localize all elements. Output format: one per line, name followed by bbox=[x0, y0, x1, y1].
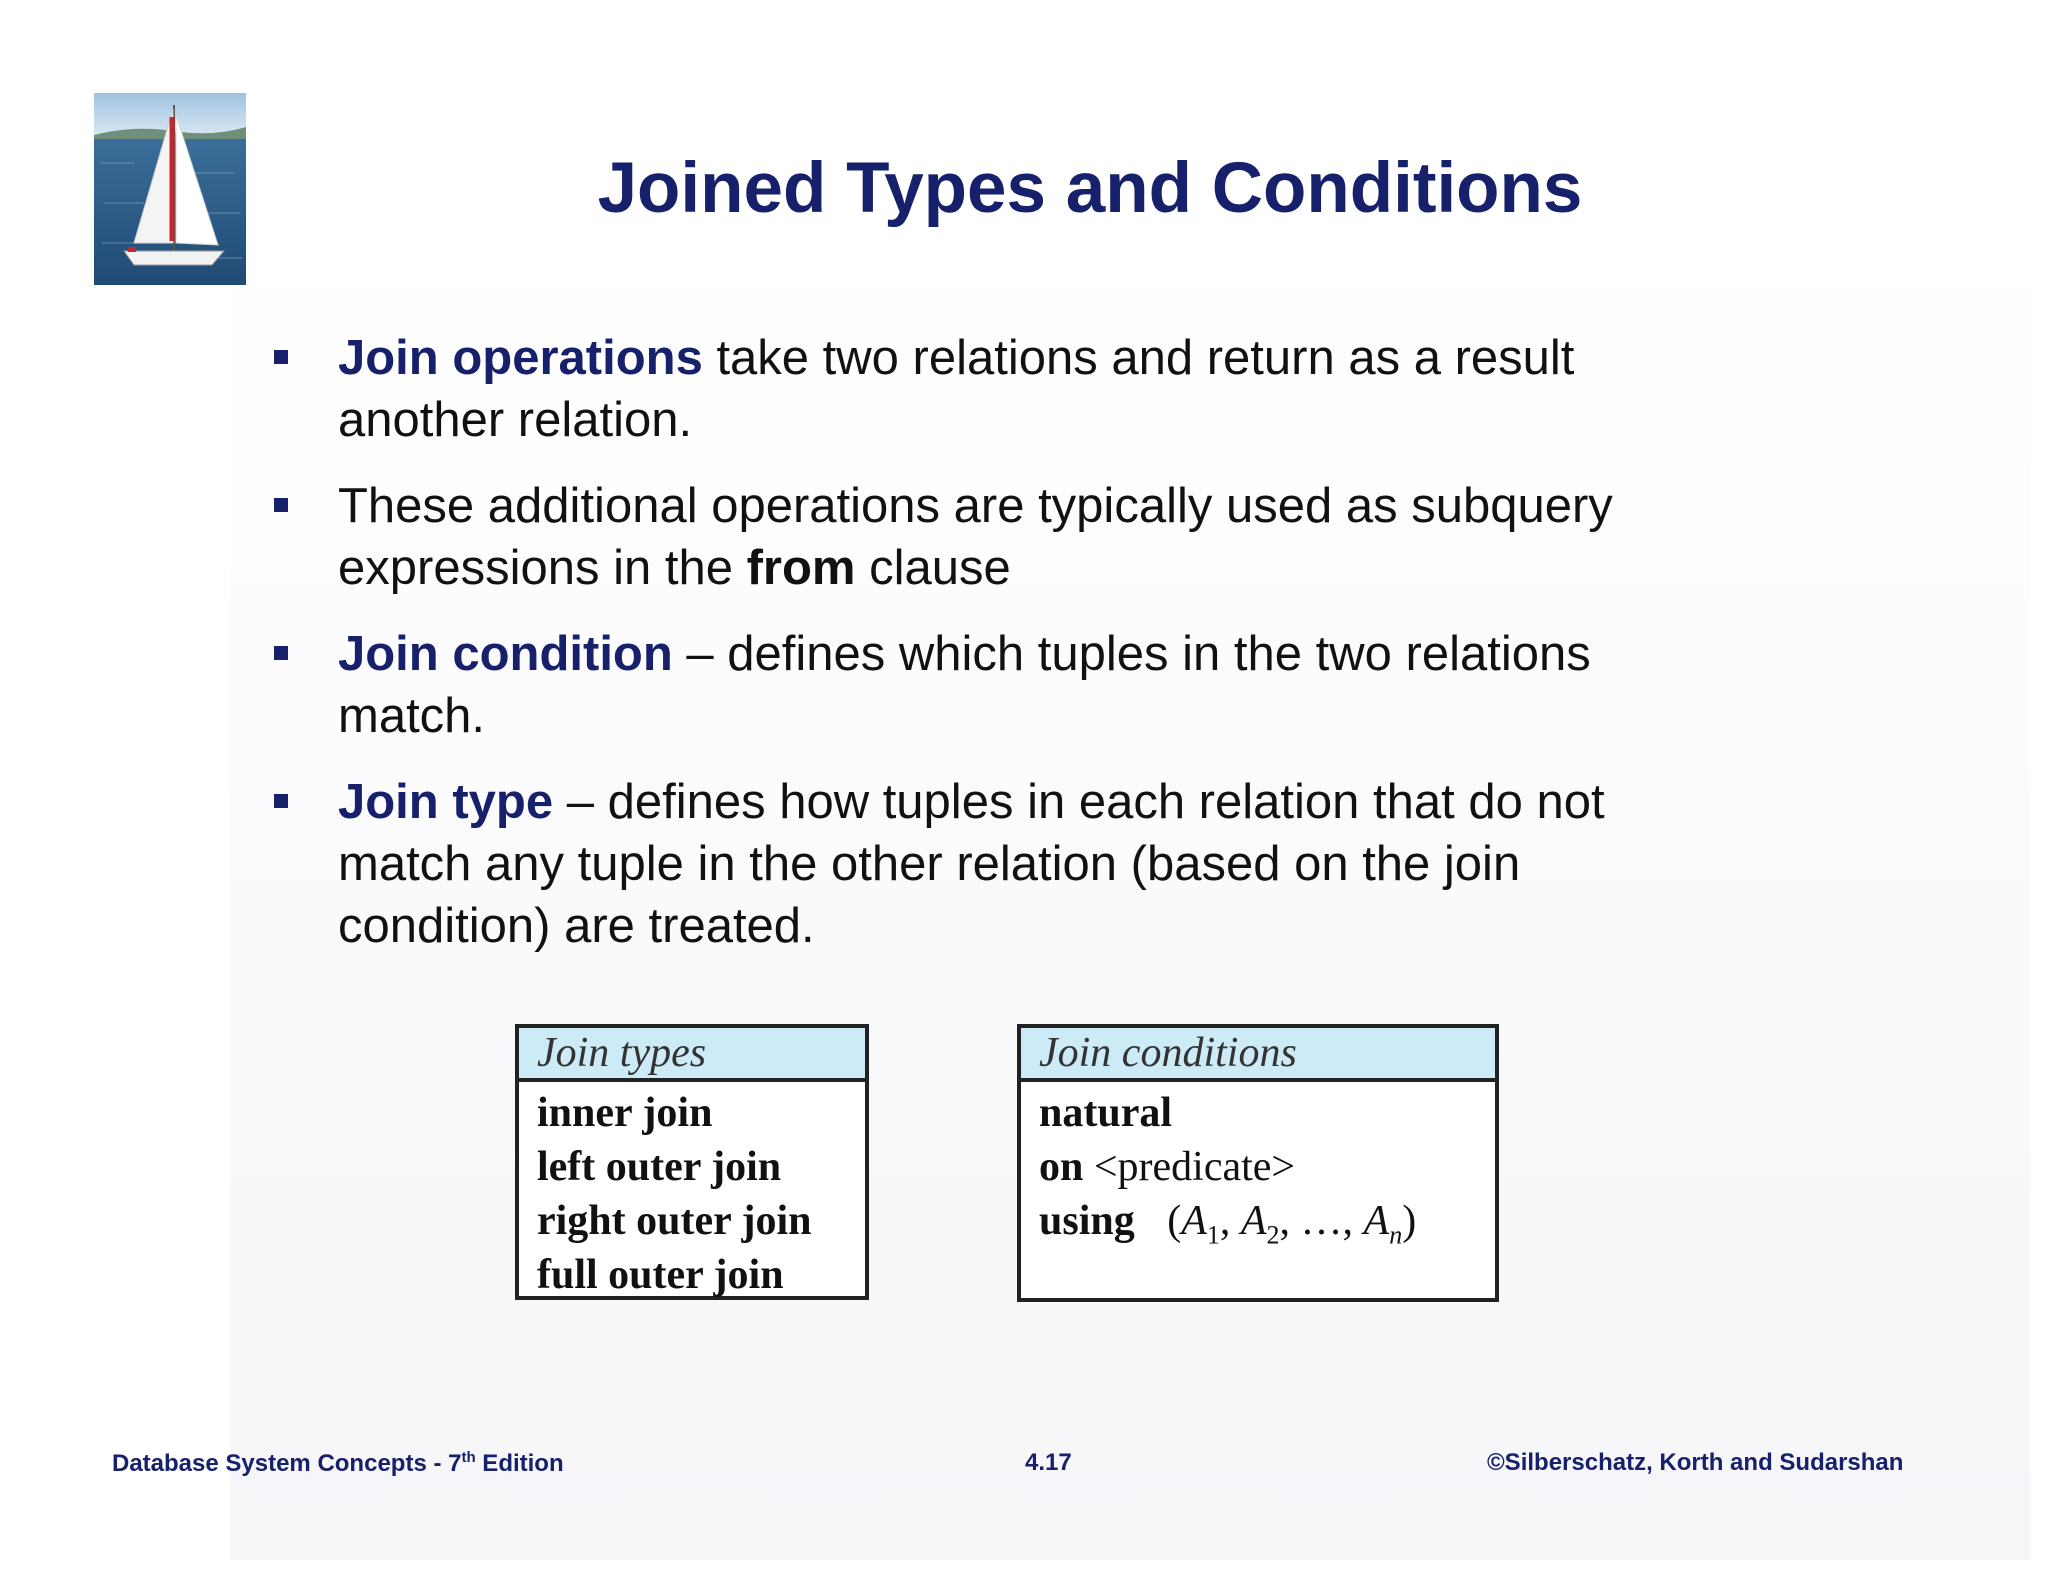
footer-slide-number: 4.17 bbox=[1025, 1449, 1072, 1476]
footer-title-edition: Edition bbox=[475, 1450, 564, 1477]
square-bullet-icon bbox=[274, 498, 288, 512]
ellipsis: …, bbox=[1300, 1198, 1364, 1244]
bullet-join-type bbox=[270, 771, 1730, 957]
square-bullet-icon bbox=[274, 350, 288, 364]
footer-title-text: Database System Concepts - 7 bbox=[112, 1450, 462, 1477]
bullet-keyword: Join type bbox=[338, 775, 554, 829]
footer-copyright: ©Silberschatz, Korth and Sudarshan bbox=[1487, 1449, 1904, 1476]
bullet-text: clause bbox=[855, 541, 1011, 595]
bullet-text: take two relations and return as a result another relation. bbox=[338, 331, 1575, 447]
bullet-text: – defines which tuples in the two relations match. bbox=[338, 627, 1591, 743]
from-keyword: from bbox=[746, 541, 856, 595]
join-types-table bbox=[515, 1024, 869, 1300]
bullet-list bbox=[270, 327, 1730, 981]
on-keyword: on bbox=[1039, 1144, 1084, 1190]
join-condition-on bbox=[1021, 1140, 1495, 1194]
join-conditions-header: Join conditions bbox=[1021, 1028, 1495, 1082]
bullet-text: These additional operations are typically used as subquery expressions in the bbox=[338, 479, 1613, 595]
join-condition-using bbox=[1021, 1194, 1495, 1248]
comma: , bbox=[1219, 1198, 1241, 1244]
bullet-text: – defines how tuples in each relation that do not match any tuple in the other relation (based on the join condition) are treated. bbox=[338, 775, 1605, 953]
join-condition-natural: natural bbox=[1039, 1090, 1173, 1136]
footer-title-sup: th bbox=[461, 1449, 476, 1466]
bullet-join-operations bbox=[270, 327, 1730, 451]
using-open-paren: ( bbox=[1167, 1198, 1182, 1244]
slide-title: Joined Types and Conditions bbox=[597, 149, 1583, 228]
join-type-row: full outer join bbox=[537, 1252, 784, 1298]
comma: , bbox=[1279, 1198, 1301, 1244]
predicate-placeholder: <predicate> bbox=[1093, 1144, 1296, 1190]
join-type-row: right outer join bbox=[537, 1198, 812, 1244]
attribute-a1: $A_1$ bbox=[1181, 1198, 1220, 1250]
sailboat-logo bbox=[94, 93, 246, 285]
footer-book-title bbox=[112, 1449, 564, 1478]
bullet-subquery-usage bbox=[270, 475, 1730, 599]
bullet-keyword: Join condition bbox=[338, 627, 673, 681]
join-type-row: inner join bbox=[537, 1090, 713, 1136]
bullet-join-condition bbox=[270, 623, 1730, 747]
join-types-header: Join types bbox=[519, 1028, 865, 1082]
using-keyword: using bbox=[1039, 1198, 1135, 1244]
attribute-a2: $A_2$ bbox=[1240, 1198, 1280, 1250]
bullet-keyword: Join operations bbox=[338, 331, 703, 385]
square-bullet-icon bbox=[274, 646, 288, 660]
attribute-an: $A_n$ bbox=[1363, 1198, 1403, 1250]
using-close-paren: ) bbox=[1402, 1198, 1417, 1244]
join-conditions-table bbox=[1017, 1024, 1499, 1302]
square-bullet-icon bbox=[274, 794, 288, 808]
join-type-row: left outer join bbox=[537, 1144, 782, 1190]
